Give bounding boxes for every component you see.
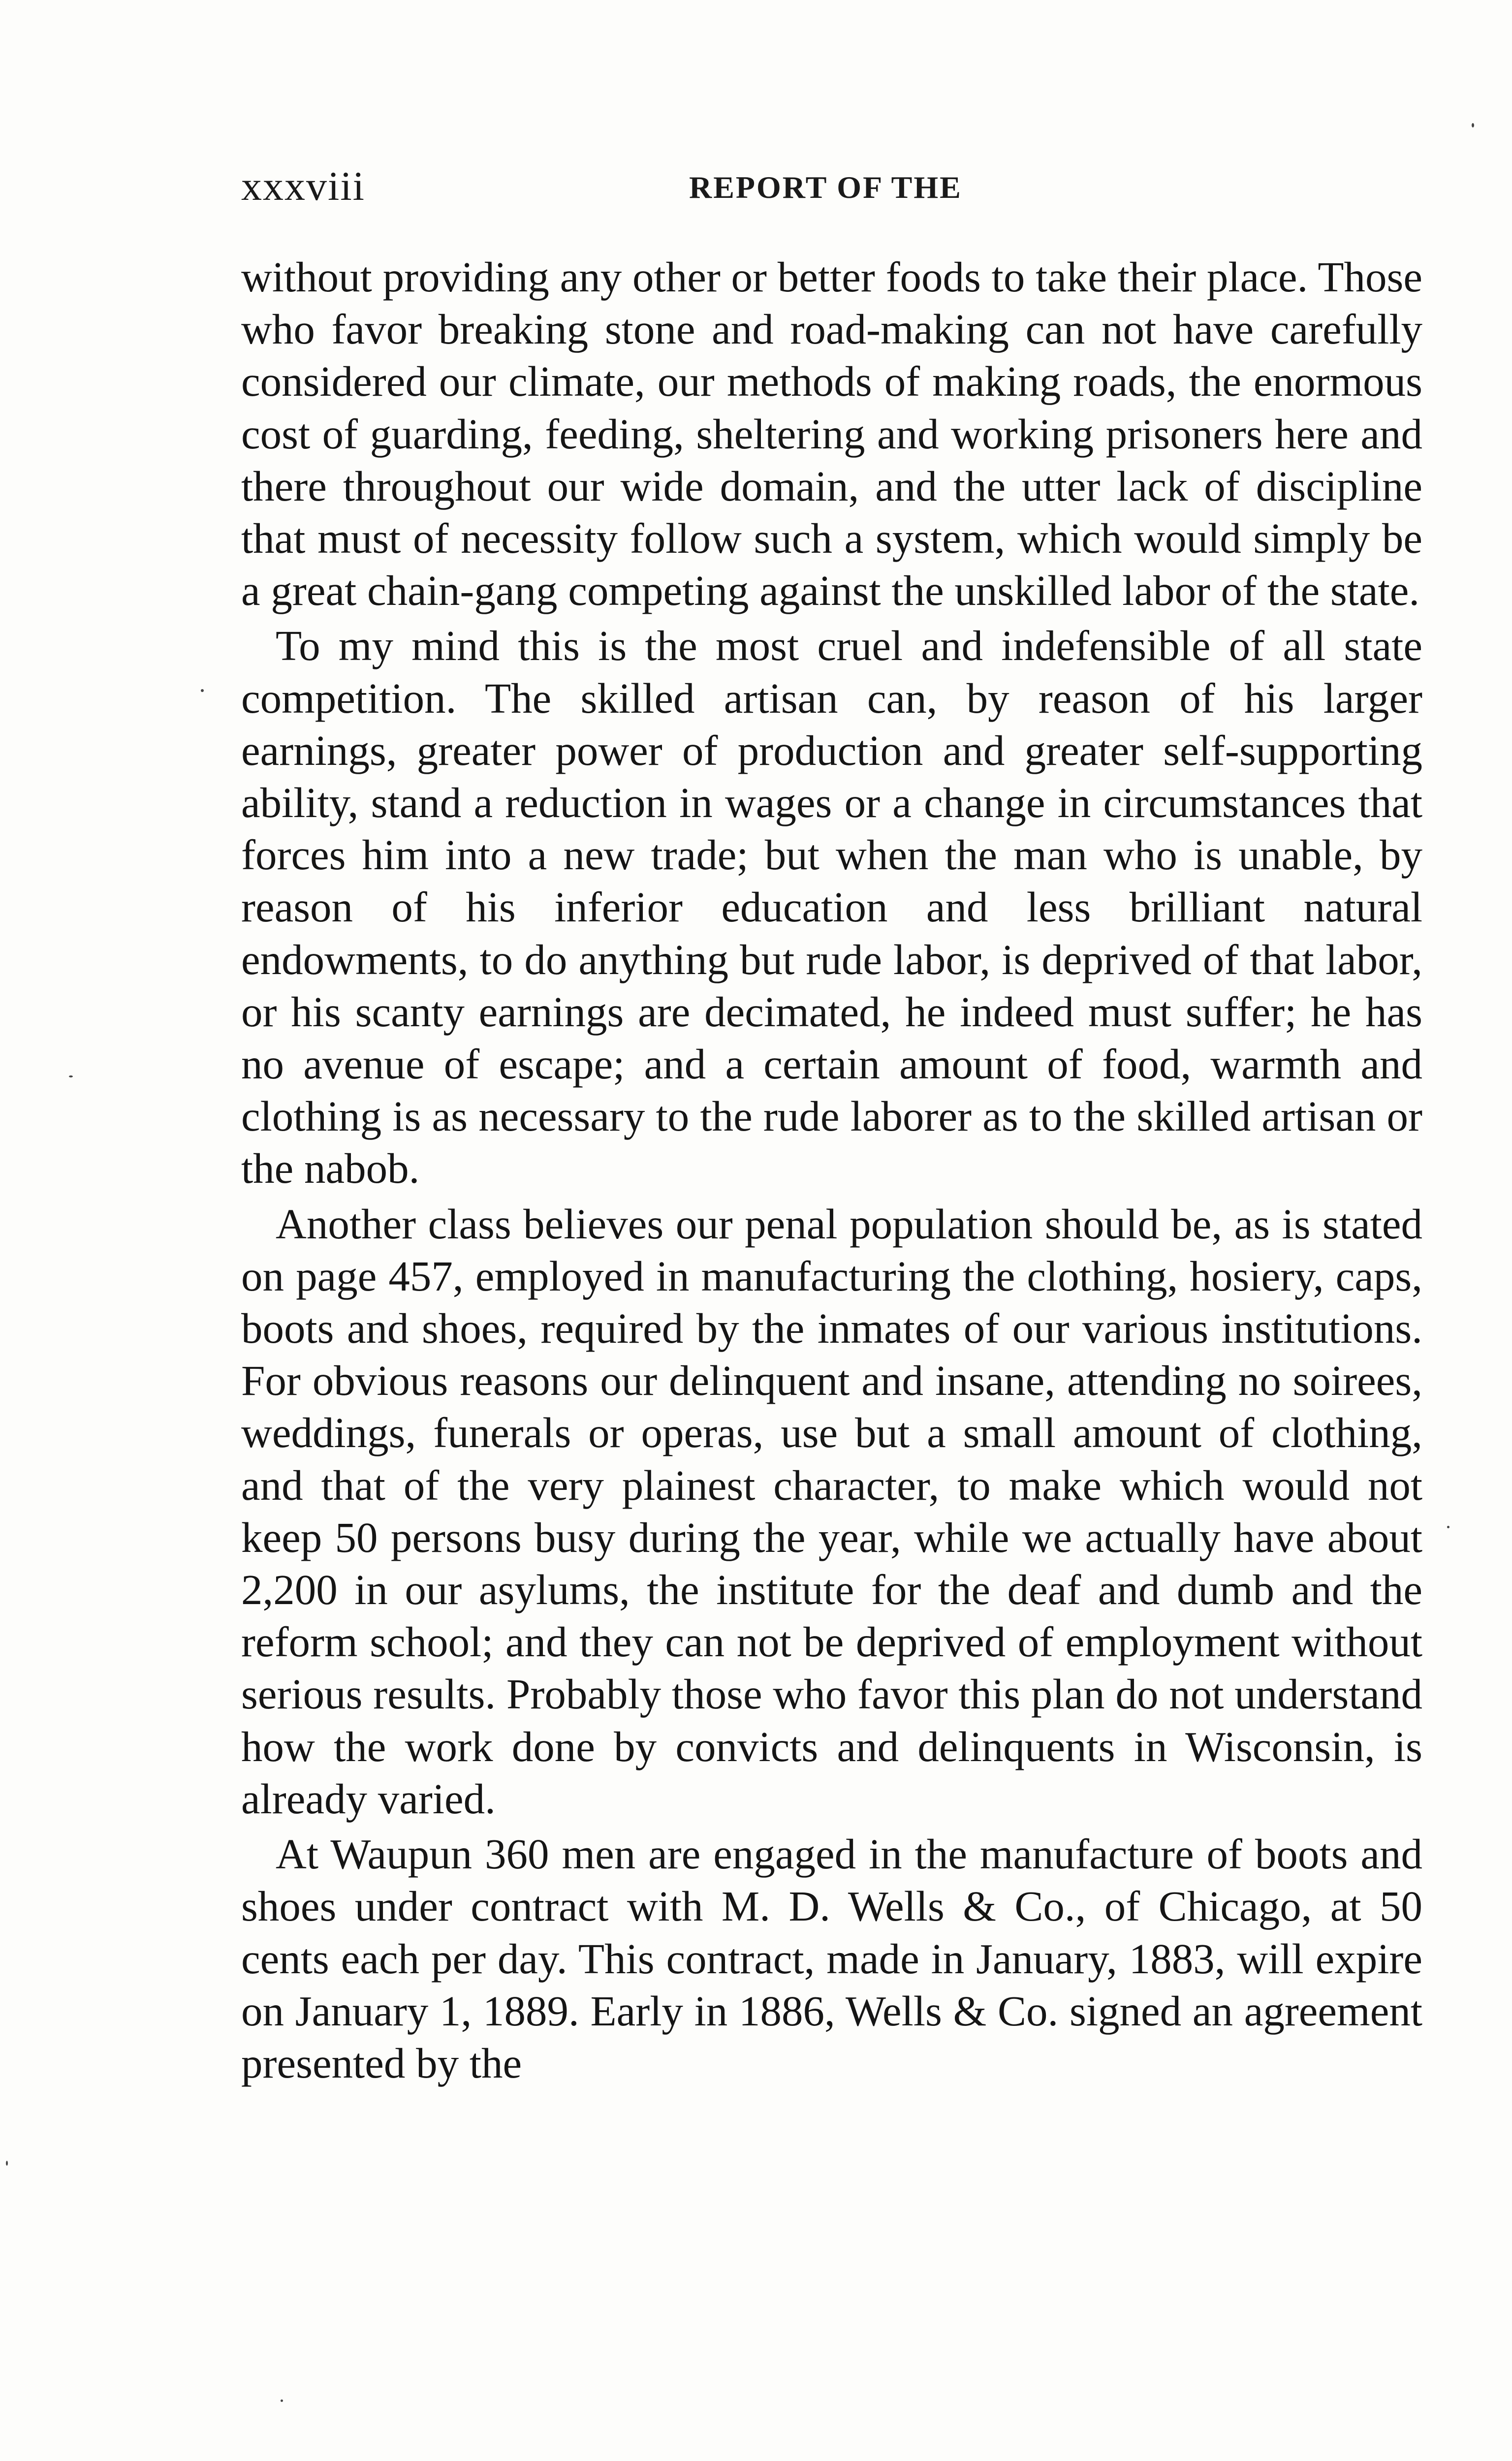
scan-speck xyxy=(281,2399,283,2402)
paragraph: To my mind this is the most cruel and indefensible of all state competition. The skilled artisan can, by reason of his larger earnings, greater power of production and greater self-supporting ability, stand a reduction in wages or a change in circumstances that forces him into a new trade; but when the man who is unable, by reason of his inferior education and less brilliant natural endowments, to do anything but rude labor, is deprived of that labor, or his scanty earnings are decimated, he indeed must suffer; he has no avenue of escape; and a certain amount of food, warmth and clothing is as necessary to the rude laborer as to the skilled artisan or the nabob. xyxy=(241,622,1422,1193)
paragraph: Another class believes our penal population should be, as is stated on page 457, employed in manufacturing the clothing, hosiery, caps, boots and shoes, required by the inmates of our various institutions. For obvious reasons our delinquent and insane, attending no soirees, weddings, funerals or operas, use but a small amount of clothing, and that of the very plainest character, to make which would not keep 50 persons busy during the year, while we actually have about 2,200 in our asylums, the institute for the deaf and dumb and the reform school; and they can not be deprived of employment without serious results. Probably those who favor this plan do not understand how the work done by convicts and delinquents in Wisconsin, is already varied. xyxy=(241,1199,1422,1823)
page-number: xxxviii xyxy=(241,163,366,209)
scan-speck xyxy=(1472,123,1474,127)
scan-speck xyxy=(201,689,204,692)
scan-speck xyxy=(6,2161,8,2166)
scan-speck xyxy=(1447,1526,1449,1528)
body-text xyxy=(241,251,1422,2089)
running-head: REPORT OF THE xyxy=(689,170,962,205)
paragraph-continued: without providing any other or better foods to take their place. Those who favor breaking stone and road-making can not have carefully considered our climate, our methods of making roads, the enormous cost of guarding, feeding, sheltering and working prisoners here and there throughout our wide domain, and the utter lack of discipline that must of necessity follow such a system, which would simply be a great chain-gang competing against the unskilled labor of the state. xyxy=(241,253,1422,615)
scan-speck xyxy=(69,1075,73,1077)
paragraph: At Waupun 360 men are engaged in the manufacture of boots and shoes under contract with M. D. Wells & Co., of Chicago, at 50 cents each per day. This contract, made in January, 1883, will expire on January 1, 1889. Early in 1886, Wells & Co. signed an agreement presented by the xyxy=(241,1830,1422,2087)
page-header xyxy=(241,162,1422,217)
